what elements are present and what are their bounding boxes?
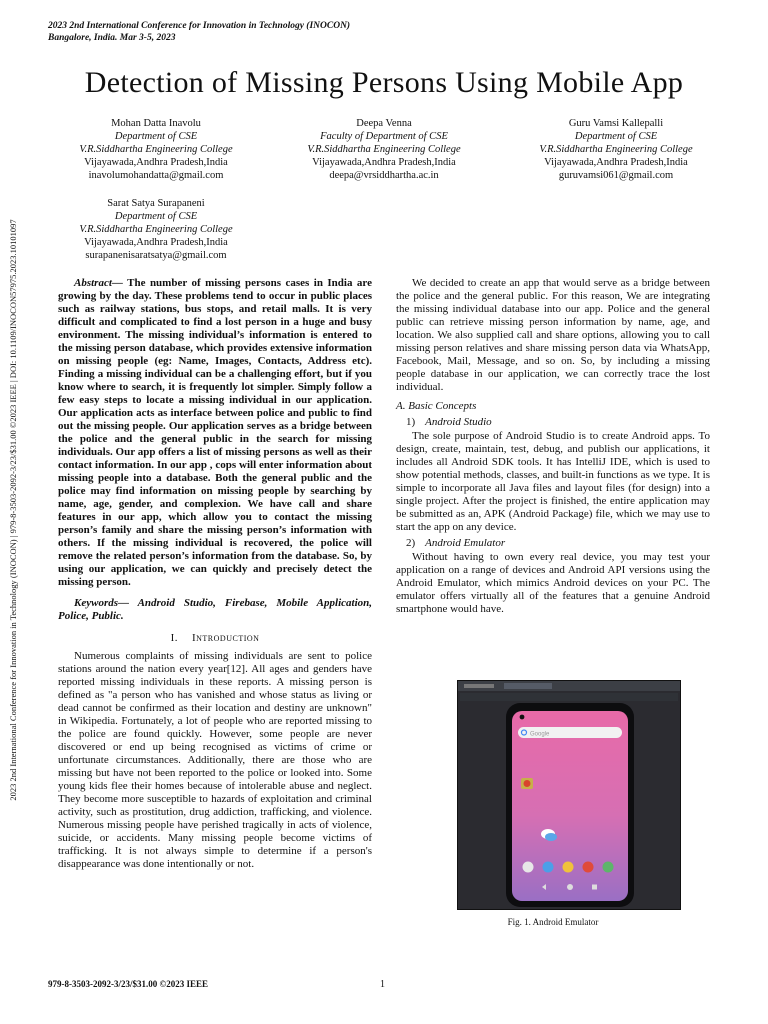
conference-line-1: 2023 2nd International Conference for Innovation in Technology (INOCON)	[48, 21, 351, 31]
abstract	[58, 277, 372, 589]
right-column	[396, 277, 710, 616]
abstract-lead: Abstract—	[74, 277, 123, 289]
author-email: surapanenisaratsatya@gmail.com	[85, 250, 227, 261]
section-heading-introduction	[58, 632, 372, 645]
android-emulator-paragraph: Without having to own every real device, you may test your application on a range of devices and Android API versions using the Android Emulator, which mimics Android devices on your PC. The emulator offers virtually all of the features that a genuine Android smartphone would have.	[396, 551, 710, 615]
emulator-toolbar-label	[464, 684, 494, 688]
author-block-3	[496, 117, 736, 182]
author-name: Deepa Venna	[356, 118, 412, 129]
author-college: V.R.Siddhartha Engineering College	[79, 144, 233, 155]
conference-line-2: Bangalore, India. Mar 3-5, 2023	[48, 33, 176, 43]
author-email: deepa@vrsiddhartha.ac.in	[329, 170, 439, 181]
footer-copyright: 979-8-3503-2092-3/23/$31.00 ©2023 IEEE	[48, 979, 208, 989]
dock-gmail-icon	[583, 862, 594, 873]
author-email: inavolumohandatta@gmail.com	[88, 170, 224, 181]
subsubsection-title: Android Studio	[425, 416, 492, 428]
subsubsection-android-emulator	[406, 537, 710, 550]
camera-dot-icon	[520, 715, 525, 720]
author-block-1	[36, 117, 276, 182]
google-search-text: Google	[530, 731, 550, 738]
page-number: 1	[380, 979, 385, 990]
left-column	[58, 277, 372, 871]
section-number: I.	[170, 632, 178, 644]
author-college: V.R.Siddhartha Engineering College	[307, 144, 461, 155]
author-name: Guru Vamsi Kallepalli	[568, 118, 664, 129]
author-college: V.R.Siddhartha Engineering College	[539, 144, 693, 155]
dock-phone-icon	[523, 862, 534, 873]
emulator-tab	[504, 683, 552, 689]
author-location: Vijayawada,Andhra Pradesh,India	[312, 157, 456, 168]
nav-recent-icon	[592, 885, 597, 890]
subsubsection-number: 1)	[406, 416, 416, 428]
phone-screen	[512, 711, 628, 901]
dock-messages-icon	[543, 862, 554, 873]
dock-chrome-icon	[563, 862, 574, 873]
right-intro-paragraph: We decided to create an app that would serve as a bridge between the police and the general public. For this reason, We are integrating the missing individual database into our app. Police and the general public can retrieve missing person information by name, age, and location. We also supplied call and share options, allowing you to call missing person relatives and share missing person data via WhatsApp, Facebook, Mail, Message, and so on. So, by including a missing people database in our application, we can correctly trace the lost individual.	[396, 277, 710, 393]
dock-camera-icon	[603, 862, 614, 873]
author-dept: Faculty of Department of CSE	[320, 131, 448, 142]
conference-header	[48, 20, 350, 44]
figure-caption: Fig. 1. Android Emulator	[507, 917, 599, 927]
introduction-paragraph: Numerous complaints of missing individuals are sent to police stations around the nation every year[12]. All ages and genders have reported missing individuals in these reports. A missing person is defined as "a person who has vanished and whose status as living or dead cannot be confirmed as their location and destiny are unknown" in Wikipedia. Fortunately, a lot of people who are reported missing to the police are found quickly. However, some people are never discovered or end up being recognised as victims of crime or unfortunate circumstances. Additionally, there are those who are missing but have not been reported to the police or looked into. Some young kids flee their homes because of intolerable abuse and neglect. They become more susceptible to hazards of exploitation and criminal activity, such as prostitution, drug addiction, trafficking, and violence. Numerous missing people have perished tragically in acts of violence, suicide, or accidents. Many missing people become victims of trafficking. It is not always simple to determine if a person's disappearance was done intentionally or not.	[58, 650, 372, 870]
author-dept: Department of CSE	[574, 131, 658, 142]
side-identifier-text: 2023 2nd International Conference for Innovation in Technology (INOCON) | 979-8-3503-2092-3/23/$31.00 ©2023 IEEE | DOI: 10.1109/INOCON57975.2023.10101097	[8, 219, 18, 801]
author-location: Vijayawada,Andhra Pradesh,India	[84, 157, 228, 168]
author-location: Vijayawada,Andhra Pradesh,India	[544, 157, 688, 168]
author-block-2	[264, 117, 504, 182]
nav-home-icon	[567, 884, 573, 890]
keywords: Keywords— Android Studio, Firebase, Mobile Application, Police, Public.	[58, 597, 372, 622]
side-identifier	[2, 180, 24, 840]
author-name: Sarat Satya Surapaneni	[107, 198, 205, 209]
author-email: guruvamsi061@gmail.com	[558, 170, 674, 181]
section-title: Introduction	[191, 632, 260, 644]
subsubsection-title: Android Emulator	[425, 537, 506, 549]
figure-android-emulator	[457, 680, 681, 910]
emulator-screenshot	[458, 681, 680, 909]
paper-title: Detection of Missing Persons Using Mobile App	[84, 66, 684, 99]
author-dept: Department of CSE	[114, 211, 198, 222]
author-name: Mohan Datta Inavolu	[111, 118, 201, 129]
app-icon-cloud-shadow	[545, 833, 557, 841]
emulator-subtoolbar	[460, 693, 678, 701]
author-dept: Department of CSE	[114, 131, 198, 142]
subsubsection-number: 2)	[406, 537, 416, 549]
android-studio-paragraph: The sole purpose of Android Studio is to create Android apps. To design, create, maintain, test, debug, and publish our applications, it includes all Android SDK tools. It has IntelliJ IDE, which is used to show potential methods, classes, and built-in functions as we type. It is simple to incorporate all Java files and layout files (for design) into a single project. After the project is finished, the entire application may be submitted as an, APK (Android Package) file, which we may use to start the app on any device.	[396, 430, 710, 533]
subsection-basic-concepts: A. Basic Concepts	[396, 400, 477, 412]
abstract-text: The number of missing persons cases in India are growing by the day. These problems tend to occur in public places such as railway stations, bus stops, and retail malls. It is very difficult and complicated to find a lost person in a huge and busy environment. The missing individual’s information is entered to the missing person database, which provides extensive information on missing people (eg: Name, Images, Contacts, Address etc). Finding a missing individual can be a challenging effort, but if you know where to search, it is frequently lot simpler. Simply follow a few easy steps to locate a missing individual in our application. Our application acts as interface between police and public to find out the missing people. Our application serves as a bridge between the police and the general public in the search for missing individuals. Our app offers a list of missing persons as well as their contact information. In our app , cops will enter information about missing people into a database. Both the general public and the police may find information on missing people by searching by name, age, gender, and complexion. We have call and share features in our app, which allow you to contact the missing person’s family and share the missing person’s information with others. If the missing individual is recovered, the police will remove the related person’s information from the database. So, by using our application, we can quickly and precisely detect the missing person.	[58, 277, 372, 588]
app-icon-dot	[524, 780, 531, 787]
author-location: Vijayawada,Andhra Pradesh,India	[84, 237, 228, 248]
author-block-4	[36, 197, 276, 262]
author-college: V.R.Siddhartha Engineering College	[79, 224, 233, 235]
subsubsection-android-studio	[406, 416, 710, 429]
